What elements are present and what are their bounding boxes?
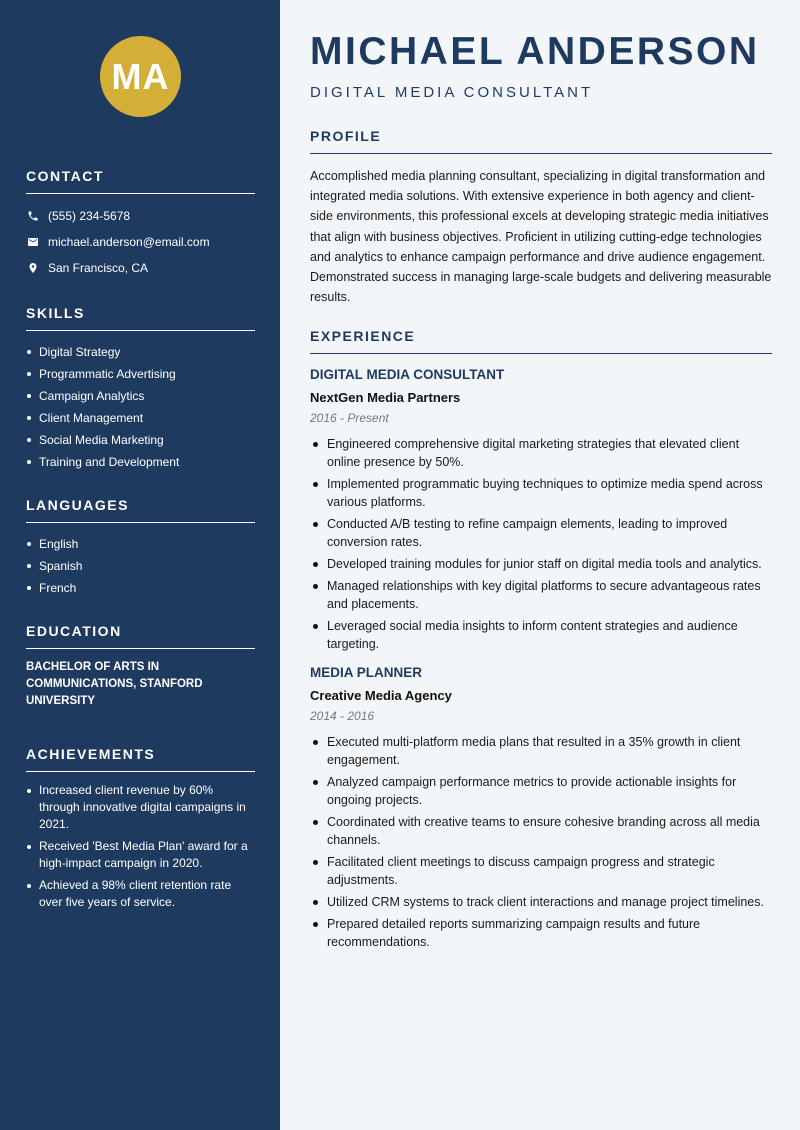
languages-section (26, 497, 255, 599)
list-item: Coordinated with creative teams to ensure cohesive branding across all media channels. (310, 813, 772, 849)
achievements-section (26, 746, 255, 916)
profile-section (310, 128, 772, 307)
job-role: MEDIA PLANNER (310, 665, 423, 680)
achievements-heading: ACHIEVEMENTS (26, 746, 255, 772)
education-heading: EDUCATION (26, 623, 255, 649)
list-item: Utilized CRM systems to track client interactions and manage project timelines. (310, 893, 772, 911)
profile-heading: PROFILE (310, 128, 772, 154)
list-item: Increased client revenue by 60% through innovative digital campaigns in 2021. (26, 782, 255, 833)
list-item: Engineered comprehensive digital marketing strategies that elevated client online presence by 50%. (310, 435, 772, 471)
experience-section (310, 328, 772, 955)
job-dates: 2016 - Present (310, 411, 389, 425)
education-degree: BACHELOR OF ARTS IN COMMUNICATIONS, STANFORD UNIVERSITY (26, 661, 203, 707)
sidebar (0, 0, 280, 1130)
list-item: Prepared detailed reports summarizing campaign results and future recommendations. (310, 915, 772, 951)
list-item: Social Media Marketing (26, 429, 255, 451)
person-name: MICHAEL ANDERSON (310, 30, 760, 73)
list-item: Developed training modules for junior staff on digital media tools and analytics. (310, 555, 772, 573)
list-item: Programmatic Advertising (26, 363, 255, 385)
profile-text: Accomplished media planning consultant, specializing in digital transformation and integrated media solutions. With extensive experience in both agency and client-side environments, this professional excels at developing strategic media initiatives that align with business objectives. Proficient in utilizing cutting-edge technologies and analytics to enhance campaign performance and drive audience engagement. Demonstrated success in managing large-scale budgets and delivering measurable results. (310, 169, 772, 305)
experience-heading: EXPERIENCE (310, 328, 772, 354)
list-item: Leveraged social media insights to inform content strategies and audience targeting. (310, 617, 772, 653)
list-item: Client Management (26, 407, 255, 429)
job-dates: 2014 - 2016 (310, 709, 375, 723)
job-bullets (310, 733, 772, 951)
list-item: Executed multi-platform media plans that resulted in a 35% growth in client engagement. (310, 733, 772, 769)
contact-phone (26, 203, 255, 229)
skills-list (26, 341, 255, 473)
languages-heading: LANGUAGES (26, 497, 255, 523)
job-bullets (310, 435, 772, 653)
location-text: San Francisco, CA (48, 261, 149, 275)
list-item: Managed relationships with key digital platforms to secure advantageous rates and placements. (310, 577, 772, 613)
job-company: NextGen Media Partners (310, 390, 461, 405)
job-company: Creative Media Agency (310, 688, 452, 703)
job-entry (310, 665, 772, 951)
job-role: DIGITAL MEDIA CONSULTANT (310, 367, 505, 382)
list-item: Training and Development (26, 451, 255, 473)
email-text: michael.anderson@email.com (48, 235, 210, 249)
skills-section (26, 305, 255, 473)
list-item: English (26, 533, 255, 555)
list-item: Achieved a 98% client retention rate over five years of service. (26, 877, 255, 911)
person-title: DIGITAL MEDIA CONSULTANT (310, 84, 594, 101)
achievements-list (26, 782, 255, 911)
list-item: Received 'Best Media Plan' award for a high-impact campaign in 2020. (26, 838, 255, 872)
avatar: MA (100, 36, 181, 117)
email-icon (26, 235, 40, 249)
contact-email (26, 229, 255, 255)
list-item: Conducted A/B testing to refine campaign elements, leading to improved conversion rates. (310, 515, 772, 551)
list-item: Implemented programmatic buying techniques to optimize media spend across various platforms. (310, 475, 772, 511)
location-pin-icon (26, 261, 40, 275)
list-item: Analyzed campaign performance metrics to provide actionable insights for ongoing projects. (310, 773, 772, 809)
list-item: Digital Strategy (26, 341, 255, 363)
contact-location (26, 255, 255, 281)
contact-section (26, 168, 255, 281)
education-section (26, 623, 255, 710)
list-item: Facilitated client meetings to discuss campaign progress and strategic adjustments. (310, 853, 772, 889)
languages-list (26, 533, 255, 599)
job-entry (310, 367, 772, 653)
phone-text: (555) 234-5678 (48, 209, 131, 223)
skills-heading: SKILLS (26, 305, 255, 331)
list-item: Campaign Analytics (26, 385, 255, 407)
phone-icon (26, 209, 40, 223)
list-item: Spanish (26, 555, 255, 577)
contact-heading: CONTACT (26, 168, 255, 194)
list-item: French (26, 577, 255, 599)
